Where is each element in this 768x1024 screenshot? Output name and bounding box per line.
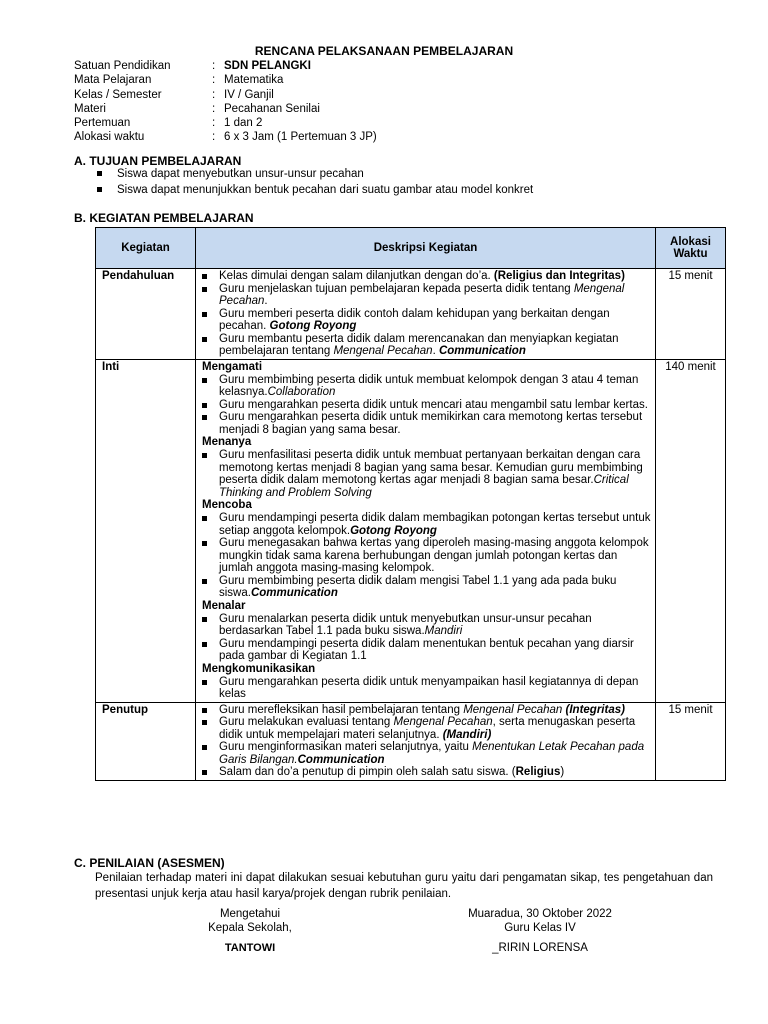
activity-duration: 15 menit — [656, 269, 726, 360]
activity-text-segment: Guru mengarahkan peserta didik untuk menyampaikan hasil kegiatannya di depan kelas — [219, 675, 639, 700]
identity-block — [74, 59, 377, 145]
activity-table-body — [96, 269, 726, 781]
activity-text-segment: Guru membimbing peserta didik dalam mengisi Tabel 1.1 yang ada pada buku siswa. — [219, 574, 617, 599]
activity-row — [96, 359, 726, 702]
objective-text: Siswa dapat menunjukkan bentuk pecahan dari suatu gambar atau model konkret — [117, 184, 534, 196]
activity-text-segment: Guru merefleksikan hasil pembelajaran tentang — [219, 703, 464, 716]
section-c-heading: C. PENILAIAN (ASESMEN) — [74, 856, 225, 870]
activity-item-text — [219, 411, 651, 436]
activity-text-segment: Guru mendampingi peserta didik dalam menentukan bentuk pecahan yang diarsir pada gambar di Kegiatan 1.1 — [219, 637, 634, 662]
bullet-square-icon — [202, 312, 207, 317]
activity-subheading: Menalar — [202, 599, 246, 612]
bullet-square-icon — [202, 579, 207, 584]
activity-item — [202, 449, 651, 499]
activity-phase: Penutup — [96, 702, 196, 780]
activity-item-text — [219, 333, 651, 358]
identity-value: 1 dan 2 — [224, 117, 263, 130]
activity-item — [202, 676, 651, 701]
activity-text-segment: Gotong Royong — [350, 524, 437, 537]
activity-text-segment: Guru menjelaskan tujuan pembelajaran kepada peserta didik tentang — [219, 282, 574, 295]
activity-phase: Inti — [96, 359, 196, 702]
bullet-square-icon — [202, 720, 207, 725]
identity-value: SDN PELANGKI — [224, 60, 311, 72]
activity-text-segment: Guru menegasakan bahwa kertas yang diperoleh masing-masing anggota kelompok mungkin tidak sama karena berhubungan dengan jumlah potongan kertas dan jumlah anggota masing-masing kelompok. — [219, 537, 649, 574]
signature-right-line2: Guru Kelas IV — [504, 922, 576, 934]
identity-row — [74, 88, 377, 102]
activity-text-segment: Guru melakukan evaluasi tentang — [219, 716, 394, 728]
activity-text-segment: , serta menugaskan peserta didik untuk mempelajari materi selanjutnya. — [219, 716, 636, 741]
activity-text-segment: Gotong Royong — [269, 320, 357, 332]
activity-subheading: Mengamati — [202, 360, 263, 373]
activity-row — [96, 702, 726, 780]
activity-item-text — [219, 716, 651, 741]
activity-item — [202, 766, 651, 779]
bullet-square-icon — [202, 745, 207, 750]
activity-text-segment: Guru mengarahkan peserta didik untuk memikirkan cara memotong kertas tersebut menjadi 8 bagian yang sama besar. — [219, 411, 643, 436]
activity-text-segment: Guru menfasilitasi peserta didik untuk membuat pertanyaan berkaitan dengan cara memotong kertas menjadi 8 bagian yang sama besar. Kemudian guru membimbing peserta didik dalam memotong kertas agar menjadi 8 bagian sama besar. — [219, 449, 643, 486]
activity-text-segment: Guru mendampingi peserta didik dalam membagikan potongan kertas tersebut untuk setiap anggota kelompok. — [219, 512, 651, 537]
section-b-heading: B. KEGIATAN PEMBELAJARAN — [74, 211, 254, 225]
signature-left-name: TANTOWI — [224, 942, 276, 954]
activity-text-segment: Guru membimbing peserta didik untuk membuat kelompok dengan 3 atau 4 teman kelasnya. — [219, 373, 639, 398]
signature-left-line1: Mengetahui — [219, 908, 281, 920]
activity-text-segment: Kelas dimulai dengan salam dilanjutkan dengan do’a. — [219, 270, 494, 282]
activity-item-text — [219, 741, 651, 766]
activity-item — [202, 741, 651, 766]
identity-colon: : — [212, 117, 216, 130]
activity-item — [202, 537, 651, 575]
identity-colon: : — [212, 102, 216, 115]
column-header-kegiatan: Kegiatan — [96, 228, 196, 269]
activity-text-segment: . — [432, 345, 439, 357]
activity-item-text — [219, 270, 651, 283]
activity-item-text — [219, 704, 651, 717]
bullet-square-icon — [97, 187, 102, 192]
activity-description — [196, 702, 656, 780]
activity-item — [202, 333, 651, 358]
activity-text-segment: Mengenal Pecahan — [219, 282, 625, 307]
identity-label: Alokasi waktu — [74, 131, 145, 144]
signature-right — [440, 908, 640, 954]
objective-item — [97, 182, 533, 198]
table-header-row — [96, 228, 726, 269]
identity-value: 6 x 3 Jam (1 Pertemuan 3 JP) — [224, 131, 377, 144]
activity-item-text — [219, 283, 651, 308]
identity-row — [74, 130, 377, 144]
assessment-paragraph: Penilaian terhadap materi ini dapat dilakukan sesuai kebutuhan guru yaitu dari pengamatan sikap, tes pengetahuan dan presentasi unjuk kerja atau hasil karya/projek dengan rubrik penilaian. — [95, 872, 713, 900]
bullet-square-icon — [202, 415, 207, 420]
identity-label: Materi — [74, 102, 106, 115]
activity-item-text — [219, 766, 651, 779]
activity-phase: Pendahuluan — [96, 269, 196, 360]
objectives-list — [97, 166, 533, 198]
identity-colon: : — [212, 60, 216, 72]
activity-subheading: Mengkomunikasikan — [202, 662, 316, 675]
activity-item — [202, 575, 651, 600]
activity-item-text — [219, 308, 651, 333]
identity-colon: : — [212, 131, 216, 144]
activity-item — [202, 374, 651, 399]
identity-value: Matematika — [224, 74, 284, 87]
bullet-square-icon — [202, 642, 207, 647]
bullet-square-icon — [202, 274, 207, 279]
activity-item — [202, 716, 651, 741]
identity-value: Pecahanan Senilai — [224, 102, 320, 115]
identity-row — [74, 73, 377, 87]
bullet-square-icon — [202, 680, 207, 685]
activity-text-segment: (Integritas) — [565, 703, 625, 716]
identity-value: IV / Ganjil — [224, 88, 274, 101]
bullet-square-icon — [202, 453, 207, 458]
activity-subheading: Menanya — [202, 436, 252, 448]
activity-text-segment: Menentukan Letak Pecahan pada Garis Bilangan. — [219, 741, 645, 766]
activity-text-segment: (Religius dan Integritas) — [493, 270, 625, 282]
activity-item-text — [219, 638, 651, 663]
activity-text-segment: Communication — [297, 753, 385, 766]
activity-item-text — [219, 676, 651, 701]
activity-item — [202, 399, 651, 412]
activity-item — [202, 512, 651, 537]
activity-item — [202, 613, 651, 638]
activity-description — [196, 269, 656, 360]
activity-duration: 15 menit — [656, 702, 726, 780]
activity-text-segment: Critical Thinking and Problem Solving — [219, 474, 629, 499]
activity-item-text — [219, 575, 651, 600]
activity-item — [202, 638, 651, 663]
identity-label: Mata Pelajaran — [74, 74, 152, 87]
objective-text: Siswa dapat menyebutkan unsur-unsur pecahan — [117, 168, 364, 180]
activity-text-segment: (Mandiri) — [442, 728, 492, 741]
signature-left — [160, 908, 340, 954]
activity-text-segment: Guru menginformasikan materi selanjutnya, yaitu — [219, 741, 473, 753]
activity-text-segment: Mengenal Pecahan — [393, 716, 493, 728]
activity-row — [96, 269, 726, 360]
section-a-heading: A. TUJUAN PEMBELAJARAN — [74, 154, 242, 168]
identity-colon: : — [212, 74, 216, 87]
identity-label: Pertemuan — [74, 117, 131, 130]
document-title: RENCANA PELAKSANAAN PEMBELAJARAN — [254, 44, 514, 58]
bullet-square-icon — [202, 617, 207, 622]
activity-item — [202, 411, 651, 436]
activity-text-segment: Mandiri — [424, 625, 463, 637]
identity-colon: : — [212, 88, 216, 101]
activity-item-text — [219, 537, 651, 575]
activity-item-text — [219, 399, 651, 412]
objective-item — [97, 166, 533, 182]
bullet-square-icon — [202, 378, 207, 383]
bullet-square-icon — [202, 516, 207, 521]
column-header-alokasi: Alokasi Waktu — [656, 228, 726, 269]
activity-item-text — [219, 613, 651, 638]
bullet-square-icon — [202, 541, 207, 546]
activity-duration: 140 menit — [656, 359, 726, 702]
activity-text-segment: Salam dan do’a penutup di pimpin oleh salah satu siswa. ( — [219, 766, 516, 778]
activity-text-segment: Guru membantu peserta didik dalam merencanakan dan menyiapkan kegiatan pembelajaran tentang — [219, 332, 619, 357]
identity-row — [74, 102, 377, 116]
identity-row — [74, 116, 377, 130]
activity-item-text — [219, 449, 651, 499]
signature-right-name: _RIRIN LORENSA — [492, 942, 588, 954]
bullet-square-icon — [97, 171, 102, 176]
activity-text-segment: Mengenal Pecahan — [333, 345, 433, 357]
activity-text-segment: Collaboration — [267, 386, 336, 398]
signature-right-line1: Muaradua, 30 Oktober 2022 — [468, 908, 612, 920]
activity-text-segment: ) — [560, 766, 565, 778]
activity-text-segment: Mengenal Pecahan — [463, 703, 563, 716]
bullet-square-icon — [202, 708, 207, 713]
identity-label: Kelas / Semester — [74, 88, 162, 101]
activity-text-segment: Communication — [438, 345, 526, 357]
activity-item — [202, 704, 651, 717]
signature-left-line2: Kepala Sekolah, — [208, 922, 292, 934]
activity-item — [202, 283, 651, 308]
column-header-deskripsi: Deskripsi Kegiatan — [196, 228, 656, 269]
activity-text-segment: Guru memberi peserta didik contoh dalam kehidupan yang berkaitan dengan pecahan. — [219, 307, 610, 332]
activity-description — [196, 359, 656, 702]
identity-row — [74, 59, 377, 73]
activity-text-segment: Guru menalarkan peserta didik untuk menyebutkan unsur-unsur pecahan berdasarkan Tabel 1.1 pada buku siswa. — [219, 612, 592, 637]
bullet-square-icon — [202, 337, 207, 342]
activity-subheading: Mencoba — [202, 499, 252, 511]
activity-table — [95, 227, 726, 781]
bullet-square-icon — [202, 770, 207, 775]
activity-text-segment: . — [264, 295, 268, 307]
activity-item — [202, 308, 651, 333]
activity-item — [202, 270, 651, 283]
activity-item-text — [219, 374, 651, 399]
activity-item-text — [219, 512, 651, 537]
identity-label: Satuan Pendidikan — [74, 60, 171, 72]
bullet-square-icon — [202, 403, 207, 408]
activity-text-segment: Communication — [250, 587, 338, 599]
bullet-square-icon — [202, 287, 207, 292]
activity-text-segment: Religius — [515, 766, 561, 778]
activity-text-segment: Guru mengarahkan peserta didik untuk mencari atau mengambil satu lembar kertas. — [219, 398, 648, 411]
